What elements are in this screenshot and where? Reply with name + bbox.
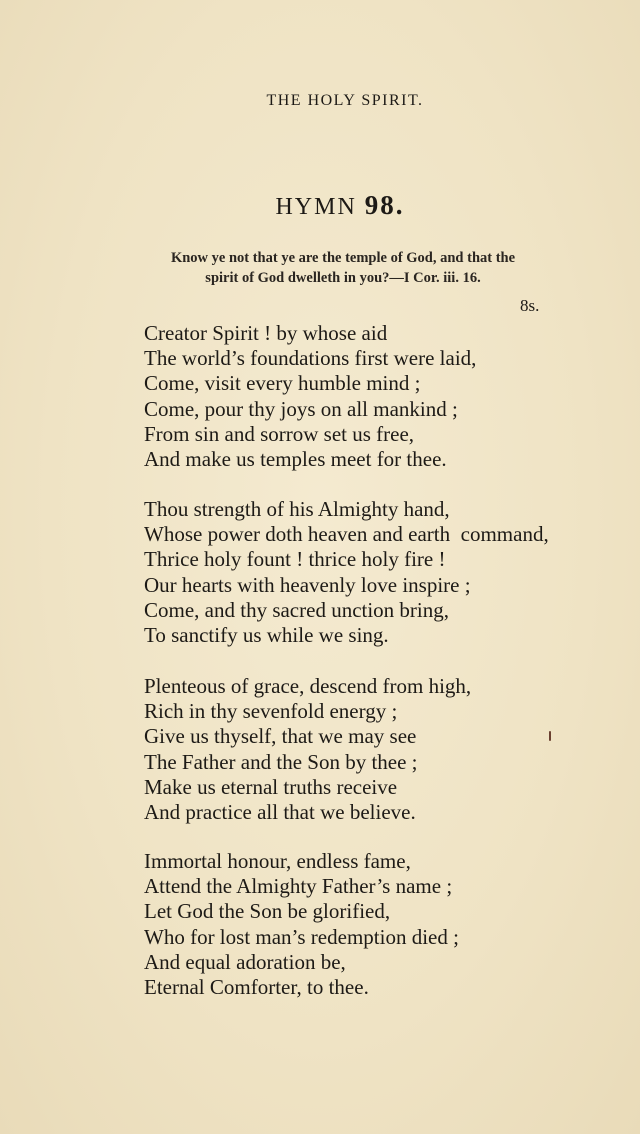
stanza-1 bbox=[144, 321, 476, 472]
running-head: THE HOLY SPIRIT. bbox=[266, 92, 424, 109]
verse-line: Thou strength of his Almighty hand, bbox=[144, 497, 450, 521]
verse-line: To sanctify us while we sing. bbox=[144, 623, 389, 648]
verse-line: Come, visit every humble mind ; bbox=[144, 371, 421, 396]
verse-line: The Father and the Son by thee ; bbox=[144, 749, 418, 774]
verse-line: The world’s foundations first were laid, bbox=[144, 346, 477, 371]
verse-line: Creator Spirit ! by whose aid bbox=[144, 321, 388, 345]
verse-line: Our hearts with heavenly love inspire ; bbox=[144, 572, 471, 597]
verse-line: Whose power doth heaven and earth command, bbox=[144, 522, 549, 547]
verse-line: Immortal honour, endless fame, bbox=[144, 849, 411, 873]
scripture-epigraph bbox=[118, 248, 568, 288]
verse-line: Plenteous of grace, descend from high, bbox=[144, 674, 472, 698]
verse-line: And equal adoration be, bbox=[144, 949, 346, 974]
verse-line: Thrice holy fount ! thrice holy fire ! bbox=[144, 547, 446, 572]
verse-line: Let God the Son be glorified, bbox=[144, 899, 391, 924]
verse-line: Who for lost man’s redemption died ; bbox=[144, 924, 459, 949]
meter-label: 8s. bbox=[520, 296, 540, 315]
epigraph-line: spirit of God dwelleth in you?—I Cor. iii. 16. bbox=[205, 270, 481, 286]
verse-line: And practice all that we believe. bbox=[144, 800, 416, 825]
hymn-label: HYMN bbox=[275, 194, 357, 220]
ink-mark bbox=[549, 731, 551, 741]
verse-line: Give us thyself, that we may see bbox=[144, 724, 417, 749]
hymn-number: 98. bbox=[364, 190, 405, 220]
verse-line: Rich in thy sevenfold energy ; bbox=[144, 699, 398, 724]
verse-line: Come, pour thy joys on all mankind ; bbox=[144, 396, 458, 421]
stanza-2 bbox=[144, 497, 549, 648]
hymn-title bbox=[0, 190, 640, 221]
verse-line: From sin and sorrow set us free, bbox=[144, 421, 415, 446]
verse-line: And make us temples meet for thee. bbox=[144, 447, 447, 472]
verse-line: Make us eternal truths receive bbox=[144, 774, 398, 799]
stanza-3 bbox=[144, 674, 471, 825]
stanza-4 bbox=[144, 849, 459, 1000]
verse-line: Come, and thy sacred unction bring, bbox=[144, 597, 450, 622]
verse-line: Eternal Comforter, to thee. bbox=[144, 975, 369, 1000]
verse-line: Attend the Almighty Father’s name ; bbox=[144, 874, 453, 899]
epigraph-line: Know ye not that ye are the temple of God, and that the bbox=[170, 250, 516, 266]
